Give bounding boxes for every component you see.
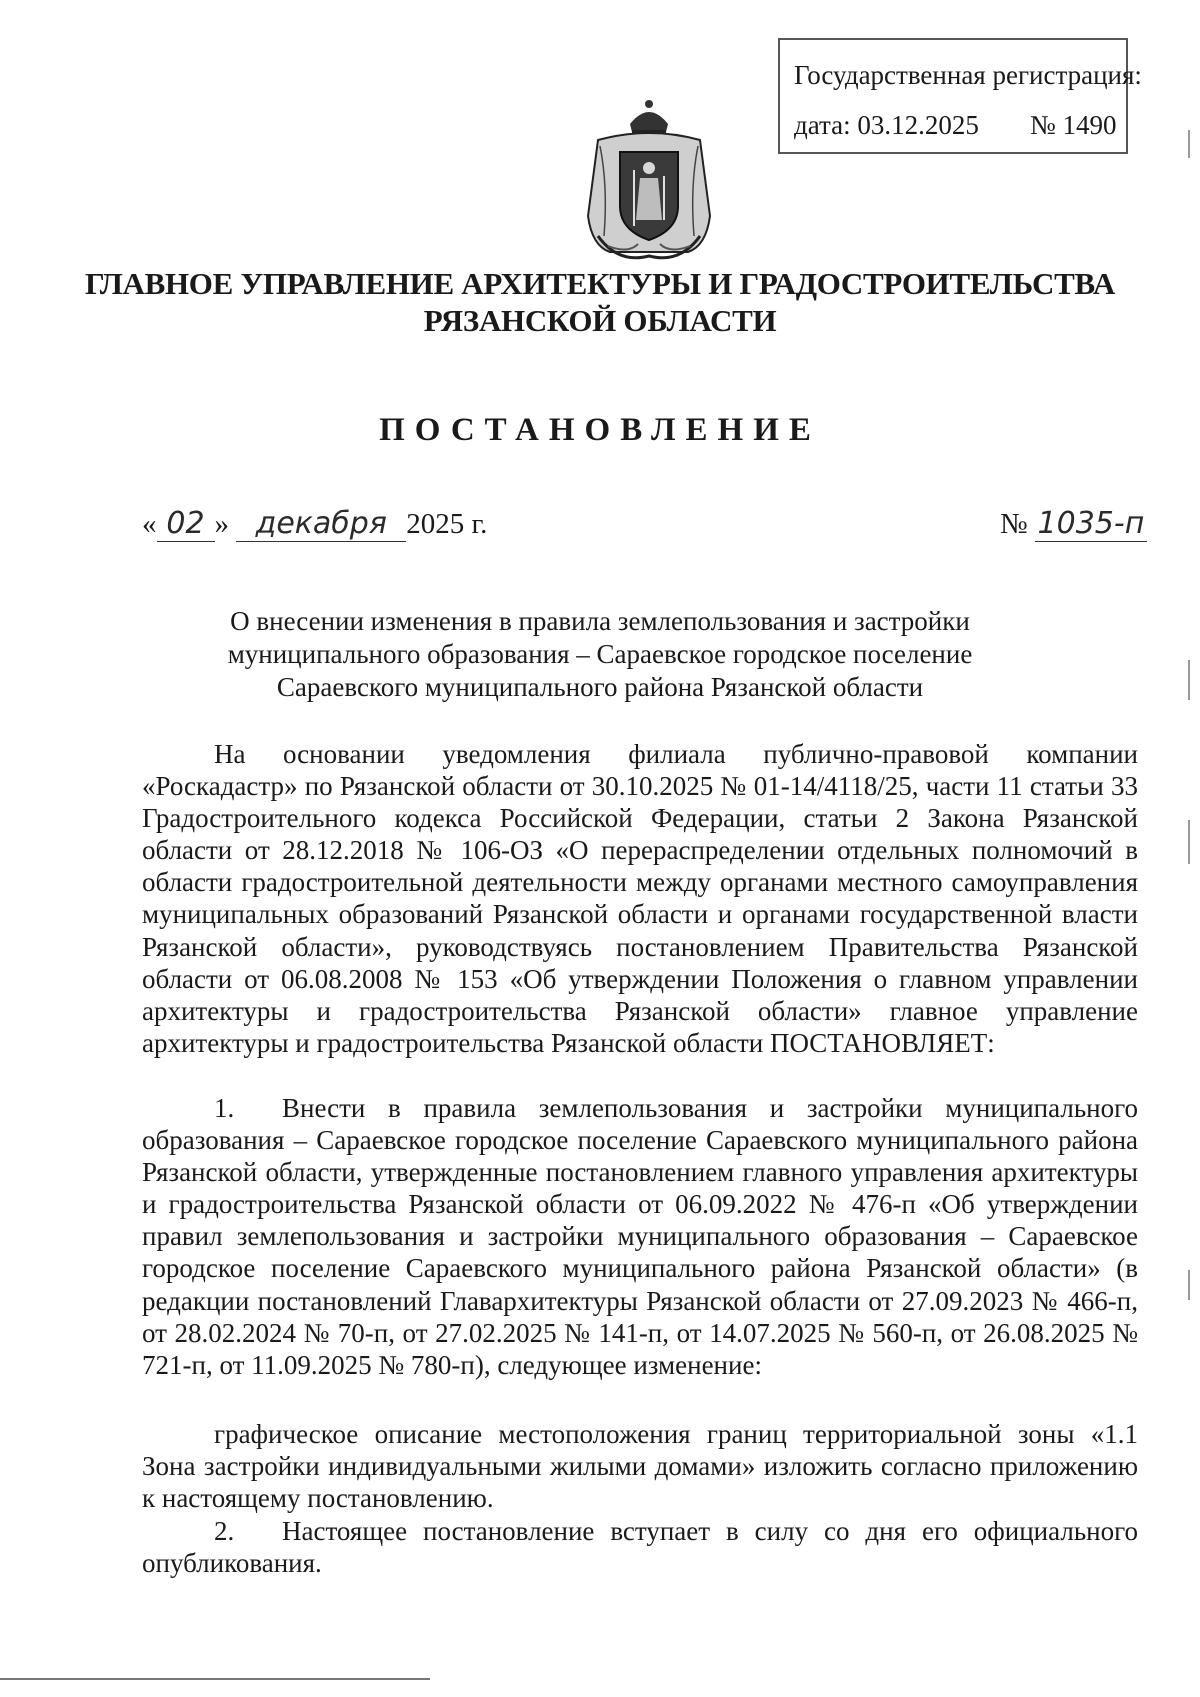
close-quote: »	[214, 508, 229, 540]
preamble-paragraph	[142, 738, 1138, 1059]
registration-number: № 1490	[1030, 110, 1117, 140]
org-name-line1: ГЛАВНОЕ УПРАВЛЕНИЕ АРХИТЕКТУРЫ И ГРАДОСТРОИТЕЛЬСТВА	[84, 266, 1115, 301]
item-1-sub-text: графическое описание местоположения границ территориальной зоны «1.1 Зона застройки индивидуальными жилыми домами» изложить согласно приложению к настоящему постановлению.	[142, 1419, 1138, 1514]
registration-stamp	[778, 38, 1142, 154]
number-sign: №	[1000, 508, 1028, 540]
item-2-paragraph	[142, 1515, 1138, 1579]
org-name-line2: РЯЗАНСКОЙ ОБЛАСТИ	[423, 303, 777, 338]
footer-divider	[0, 1678, 430, 1680]
scan-edge-mark	[1188, 820, 1190, 864]
handwritten-day: 02	[157, 506, 215, 542]
scan-edge-mark	[1188, 660, 1190, 700]
handwritten-month: декабря	[236, 506, 406, 542]
subject-line3: Сараевского муниципального района Рязанской области	[276, 672, 924, 702]
item-2-text: Настоящее постановление вступает в силу со дня его официального опубликования.	[142, 1516, 1138, 1579]
registration-date: дата: 03.12.2025	[794, 110, 979, 140]
decree-number	[1000, 506, 1147, 542]
item-1-text: Внести в правила землепользования и застройки муниципального образования – Сараевское городское поселение Сараевского муниципального района Рязанской области, утвержденные постановлением главного управления архитектуры и градостроительства Рязанской области от 06.09.2022 № 476-п «Об утверждении правил землепользования и застройки муниципального образования – Сараевское городское поселение Сараевского муниципального района Рязанской области» (в редакции постановлений Главархитектуры Рязанской области от 27.09.2023 № 466-п, от 28.02.2024 № 70-п, от 27.02.2025 № 141-п, от 14.07.2025 № 560-п, от 26.08.2025 № 721-п, от 11.09.2025 № 780-п), следующее изменение:	[142, 1093, 1138, 1380]
subject-line1: О внесении изменения в правила землепользования и застройки	[230, 606, 970, 636]
ryazan-coat-of-arms-icon	[578, 96, 720, 264]
item-2	[142, 1515, 1138, 1579]
item-1-sub-paragraph	[142, 1418, 1138, 1514]
decree-type-title: ПОСТАНОВЛЕНИЕ	[379, 412, 821, 448]
open-quote: «	[142, 508, 157, 540]
scan-edge-mark	[1188, 1270, 1190, 1300]
item-1-paragraph	[142, 1092, 1138, 1381]
registration-label: Государственная регистрация:	[794, 60, 1142, 90]
decree-year: 2025 г.	[406, 508, 488, 540]
item-1	[142, 1092, 1138, 1381]
decree-date	[142, 506, 487, 542]
item-1-number: 1.	[214, 1093, 235, 1123]
handwritten-number: 1035-п	[1035, 506, 1147, 542]
subject-line2: муниципального образования – Сараевское городское поселение	[227, 639, 973, 669]
preamble-text: На основании уведомления филиала публично-правовой компании «Роскадастр» по Рязанской области от 30.10.2025 № 01-14/4118/25, части 11 статьи 33 Градостроительного кодекса Российской Федерации, статьи 2 Закона Рязанской области от 28.12.2018 № 106-ОЗ «О перераспределении отдельных полномочий в области градостроительной деятельности между органами местного самоуправления муниципальных образований Рязанской области и органами государственной власти Рязанской области», руководствуясь постановлением Правительства Рязанской области от 06.08.2008 № 153 «Об утверждении Положения о главном управлении архитектуры и градостроительства Рязанской области» главное управление архитектуры и градостроительства Рязанской области ПОСТАНОВЛЯЕТ:	[142, 739, 1138, 1058]
scan-edge-mark	[1188, 130, 1190, 158]
item-2-number: 2.	[214, 1516, 235, 1546]
